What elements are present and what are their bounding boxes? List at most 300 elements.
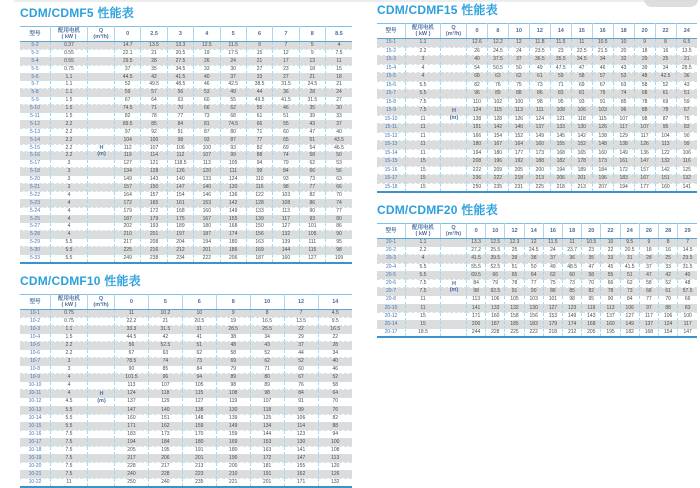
cell-head-value: 97 (639, 304, 658, 312)
cell-head-value: 223 (182, 470, 216, 478)
cell-head-value: 11.8 (529, 39, 550, 48)
section-cdmf20 (377, 203, 697, 338)
cell-head-value: 160 (486, 312, 505, 320)
cell-model: 20-6 (377, 279, 406, 287)
table-row (377, 158, 697, 167)
table-row (20, 454, 352, 462)
cell-head-value: 62 (620, 279, 639, 287)
cell-head-value: 152 (508, 132, 529, 141)
cell-head-value: 98 (273, 184, 299, 192)
cell-head-value: 117 (639, 312, 658, 320)
cell-head-value: 21 (148, 317, 182, 325)
cell-head-value: 96 (148, 374, 182, 382)
cell-model: 20-2 (377, 247, 406, 255)
col-header-flow-value: 6 (182, 294, 216, 309)
cell-head-value: 44.5 (115, 73, 141, 81)
cell-head-value: 145 (550, 132, 571, 141)
cell-head-value: 36 (676, 73, 697, 82)
cell-head-value: 66 (299, 168, 325, 176)
cell-head-value: 166 (467, 132, 488, 141)
cell-q-spacer (88, 454, 115, 462)
cell-head-value: 172 (613, 166, 634, 175)
cell-head-value: 171 (115, 422, 149, 430)
cell-head-value: 113 (115, 382, 149, 390)
table-row (20, 462, 352, 470)
cell-head-value: 139 (273, 239, 299, 247)
table-row (20, 136, 352, 144)
cell-q-spacer (88, 438, 115, 446)
cell-head-value: 21 (326, 81, 353, 89)
cell-head-value: 10.5 (582, 239, 601, 247)
cell-head-value: 82 (318, 414, 352, 422)
col-header-flow-q: Q (m³/h) (441, 224, 467, 239)
cell-head-value: 126 (634, 141, 655, 150)
cell-model: 15-18 (377, 183, 406, 192)
cell-q-spacer (88, 191, 115, 199)
cell-head-value: 86 (299, 199, 325, 207)
cell-q-spacer (88, 470, 115, 478)
cell-head-value: 68 (639, 288, 658, 296)
cell-model: 5-5 (20, 65, 51, 73)
cell-head-value: 105 (220, 160, 246, 168)
table-row (20, 446, 352, 454)
col-header-flow-value: 26 (639, 224, 658, 239)
cell-q-spacer (441, 175, 467, 184)
cell-head-value: 58 (318, 382, 352, 390)
cell-head-value: 96 (613, 107, 634, 116)
cell-head-value: 33 (659, 263, 678, 271)
cell-head-value: 64 (318, 390, 352, 398)
cell-q-spacer (88, 97, 115, 105)
cell-head-value: 149 (613, 149, 634, 158)
cell-head-value: 38 (216, 334, 250, 342)
cell-q-spacer (88, 382, 115, 390)
table-row (20, 176, 352, 184)
cell-head-value: 231 (508, 183, 529, 192)
cell-head-value: 56 (167, 89, 193, 97)
cell-head-value: 218 (508, 175, 529, 184)
cell-motor-kw: 7.5 (51, 454, 88, 462)
cell-head-value: 210 (115, 231, 141, 239)
cell-q-spacer (88, 350, 115, 358)
col-header-flow-value: 20 (582, 224, 601, 239)
table-row (20, 326, 352, 334)
cell-head-value: 79 (273, 160, 299, 168)
cell-head-value: 51 (505, 263, 524, 271)
cell-head-value: 67 (284, 374, 318, 382)
cell-head-value: 18 (639, 247, 658, 255)
cell-head-value: 228 (115, 462, 149, 470)
cell-head-value: 115 (592, 115, 613, 124)
cell-head-value: 42.5 (220, 81, 246, 89)
cell-head-value: 55.5 (467, 263, 486, 271)
cell-head-value: 73 (563, 279, 582, 287)
cell-head-value: 204 (167, 239, 193, 247)
cell-head-value: 50 (326, 152, 353, 160)
col-header-flow-value: 3 (167, 27, 193, 42)
cell-model: 10-7 (20, 358, 51, 366)
cell-head-value: 92 (141, 128, 167, 136)
cell-head-value: 136 (634, 149, 655, 158)
table-row (377, 81, 697, 90)
cell-head-value: 13.3 (467, 239, 486, 247)
col-header-flow-value: 0 (467, 24, 488, 39)
cell-head-value: 28.5 (216, 326, 250, 334)
cell-head-value: 164 (508, 141, 529, 150)
cell-head-value: 41.5 (620, 263, 639, 271)
table-row (377, 73, 697, 82)
cell-head-value: 66 (486, 271, 505, 279)
table-row (20, 239, 352, 247)
cell-head-value: 141 (676, 183, 697, 192)
cell-head-value: 180 (220, 239, 246, 247)
cell-head-value: 73 (620, 288, 639, 296)
cell-head-value: 71 (141, 105, 167, 113)
cell-model: 10-15 (20, 422, 51, 430)
cell-head-value: 28 (141, 57, 167, 65)
cell-head-value: 58 (571, 73, 592, 82)
cell-q-spacer (88, 390, 115, 398)
cell-head-value: 13.5 (284, 317, 318, 325)
cell-head-value: 70 (326, 191, 353, 199)
cell-head-value: 100 (141, 136, 167, 144)
cell-head-value: 162 (284, 470, 318, 478)
cell-head-value: 157 (115, 184, 141, 192)
section-cdmf15 (377, 3, 697, 193)
cell-head-value: 187 (115, 215, 141, 223)
cell-head-value: 213 (529, 175, 550, 184)
cell-head-value: 250 (115, 478, 149, 487)
cell-head-value: 41.5 (273, 97, 299, 105)
cell-head-value: 58 (299, 152, 325, 160)
col-header-flow-value: 28 (659, 224, 678, 239)
cell-head-value: 24.5 (487, 47, 508, 56)
table-row (20, 199, 352, 207)
cell-head-value: 217 (148, 462, 182, 470)
cell-head-value: 160 (601, 320, 620, 328)
cell-head-value: 127 (620, 312, 639, 320)
cell-head-value: 77 (326, 207, 353, 215)
cell-head-value: 152 (571, 141, 592, 150)
cell-head-value: 12.2 (487, 39, 508, 48)
cell-q-spacer (88, 414, 115, 422)
col-header-flow-value: 16 (543, 224, 562, 239)
cell-motor-kw: 4 (51, 191, 88, 199)
cell-head-value: 81 (194, 120, 220, 128)
table-row (20, 414, 352, 422)
cell-head-value: 213 (182, 462, 216, 470)
head-unit-label: H (m) (97, 391, 106, 404)
cell-motor-kw: 15 (406, 166, 441, 175)
cell-head-value: 77 (524, 279, 543, 287)
cell-head-value: 194 (613, 183, 634, 192)
cell-head-value: 179 (543, 320, 562, 328)
cell-head-value: 86 (529, 90, 550, 99)
cell-head-value: 149 (115, 176, 141, 184)
cell-head-value: 127 (182, 398, 216, 406)
cell-motor-kw: 3 (51, 366, 88, 374)
performance-table-cdmf15 (377, 23, 697, 193)
cell-head-value: 69.5 (467, 271, 486, 279)
cell-motor-kw: 1.5 (51, 105, 88, 113)
table-row (20, 81, 352, 89)
cell-head-value: 69 (571, 81, 592, 90)
cell-head-value: 105 (299, 231, 325, 239)
table-row (377, 288, 697, 296)
col-header-flow-value: 12 (505, 224, 524, 239)
cell-head-value: 37 (508, 56, 529, 65)
cell-head-value: 107 (148, 382, 182, 390)
cell-head-value: 117 (678, 320, 697, 328)
cell-q-spacer (88, 144, 115, 152)
cell-head-value: 100 (508, 98, 529, 107)
cell-head-value: 37 (284, 342, 318, 350)
cell-model: 20-7 (377, 288, 406, 296)
col-header-flow-value: 24 (676, 24, 697, 39)
cell-head-value: 65 (505, 271, 524, 279)
cell-head-value: 90 (326, 231, 353, 239)
cell-head-value: 127 (543, 304, 562, 312)
table-row (377, 255, 697, 263)
cell-model: 10-6 (20, 350, 51, 358)
table-row (20, 65, 352, 73)
cell-motor-kw: 4 (51, 207, 88, 215)
cell-head-value: 168 (550, 149, 571, 158)
cell-motor-kw: 4 (51, 382, 88, 390)
header-row (20, 294, 352, 309)
col-header-flow-value: 8 (299, 27, 325, 42)
cell-head-value: 159 (216, 430, 250, 438)
cell-head-value: 28 (318, 342, 352, 350)
cell-head-value: 151 (148, 414, 182, 422)
cell-model: 15-17 (377, 175, 406, 184)
cell-model: 10-16 (20, 430, 51, 438)
cell-head-value: 120 (318, 462, 352, 470)
cell-head-value: 165 (571, 149, 592, 158)
cell-head-value: 187 (246, 255, 272, 263)
col-header-flow-value: 8 (487, 24, 508, 39)
cell-head-value: 154 (659, 329, 678, 338)
cell-motor-kw: 0.55 (51, 57, 88, 65)
cell-q-spacer (88, 113, 115, 121)
cell-q-spacer (88, 168, 115, 176)
cell-head-value: 93 (220, 144, 246, 152)
table-row (377, 90, 697, 99)
col-header-motor: 配用电机 ( kW ) (406, 24, 441, 39)
cell-head-value: 191 (250, 470, 284, 478)
left-column (20, 6, 352, 488)
cell-head-value: 201 (194, 247, 220, 255)
cell-q-spacer (441, 56, 467, 65)
cell-model: 10-20 (20, 462, 51, 470)
table-row (20, 73, 352, 81)
cell-q-spacer (88, 57, 115, 65)
cell-head-value: 105 (182, 382, 216, 390)
cell-head-value: 62 (508, 73, 529, 82)
cell-head-value: 22.5 (571, 47, 592, 56)
cell-head-value: 158 (505, 312, 524, 320)
cell-head-value: 52 (250, 350, 284, 358)
cell-head-value: 9 (639, 239, 658, 247)
cell-head-value: 38.5 (246, 81, 272, 89)
cell-head-value: 46 (194, 81, 220, 89)
table-row (20, 350, 352, 358)
cell-head-value: 24 (543, 247, 562, 255)
cell-head-value: 193 (141, 223, 167, 231)
cell-model: 5-33 (20, 255, 51, 263)
cell-head-value: 31.5 (299, 97, 325, 105)
cell-head-value: 123 (563, 304, 582, 312)
cell-head-value: 108 (318, 446, 352, 454)
cell-head-value: 88 (659, 304, 678, 312)
table-row (20, 215, 352, 223)
cell-head-value: 149 (620, 320, 639, 328)
table-row (377, 141, 697, 150)
cell-q-spacer (88, 478, 115, 487)
cell-head-value: 6.5 (676, 39, 697, 48)
cell-head-value: 100 (678, 312, 697, 320)
section-cdmf10 (20, 274, 352, 488)
cell-head-value: 136 (220, 191, 246, 199)
cell-motor-kw: 1.5 (51, 113, 88, 121)
cell-head-value: 178 (571, 158, 592, 167)
cell-model: 5-27 (20, 223, 51, 231)
cell-head-value: 212 (167, 247, 193, 255)
cell-head-value: 169 (246, 247, 272, 255)
col-header-flow-value: 14 (550, 24, 571, 39)
cell-head-value: 37 (220, 73, 246, 81)
cell-head-value: 59 (115, 89, 141, 97)
cell-motor-kw: 15 (406, 175, 441, 184)
cell-head-value: 200 (467, 320, 486, 328)
cell-head-value: 132 (505, 304, 524, 312)
cell-head-value: 45 (601, 263, 620, 271)
cell-motor-kw: 4 (406, 73, 441, 82)
cell-head-value: 74.5 (220, 120, 246, 128)
cell-head-value: 222 (487, 175, 508, 184)
cell-head-value: 106 (659, 312, 678, 320)
cell-head-value: 47 (571, 64, 592, 73)
cell-head-value: 162 (148, 422, 182, 430)
cell-head-value: 107 (634, 124, 655, 133)
cell-q-spacer (88, 255, 115, 263)
cell-model: 5-6 (20, 73, 51, 81)
cell-head-value: 205 (582, 329, 601, 338)
cell-head-value: 74 (613, 90, 634, 99)
cell-model: 15-9 (377, 107, 406, 116)
cell-head-value: 222 (467, 166, 488, 175)
cell-head-value: 159 (182, 422, 216, 430)
table-row (377, 312, 697, 320)
cell-motor-kw: 5.5 (51, 239, 88, 247)
cell-head-value: 173 (148, 430, 182, 438)
cell-head-value: 171 (467, 312, 486, 320)
col-header-motor: 配用电机 ( kW ) (406, 224, 441, 239)
cell-head-value: 92.5 (486, 288, 505, 296)
cell-head-value: 250 (467, 183, 488, 192)
cell-q-spacer (441, 39, 467, 48)
cell-model: 10-14 (20, 414, 51, 422)
cell-motor-kw: 7.5 (406, 279, 441, 287)
cell-head-value: 62 (182, 350, 216, 358)
cell-head-value: 31.5 (273, 81, 299, 89)
table-row (20, 390, 352, 398)
cell-head-value: 23.7 (563, 247, 582, 255)
cell-motor-kw: 0.37 (51, 42, 88, 50)
cell-head-value: 134 (250, 422, 284, 430)
cell-head-value: 60 (284, 366, 318, 374)
cell-head-value: 79 (486, 279, 505, 287)
cell-head-value: 13.5 (141, 42, 167, 50)
cell-head-value: 11 (571, 39, 592, 48)
cell-q-spacer (441, 296, 467, 304)
cell-motor-kw: 4 (51, 215, 88, 223)
cell-head-value: 93 (299, 215, 325, 223)
cell-head-value: 160 (592, 149, 613, 158)
cell-head-value: 244 (467, 329, 486, 338)
cell-motor-kw: 15 (406, 312, 441, 320)
cell-head-value: 21 (299, 73, 325, 81)
header-row (377, 224, 697, 239)
cell-q-spacer (441, 320, 467, 328)
cell-head-value: 4.5 (318, 309, 352, 317)
cell-head-value: 160 (529, 141, 550, 150)
cell-head-value: 111 (299, 239, 325, 247)
col-header-flow-q: Q (m³/h) (88, 27, 115, 42)
cell-model: 10-2 (20, 317, 51, 325)
cell-head-value: 133 (550, 124, 571, 133)
cell-head-value: 147 (167, 184, 193, 192)
cell-head-value: 25.5 (486, 247, 505, 255)
cell-head-value: 27 (246, 65, 272, 73)
cell-head-value: 238 (141, 255, 167, 263)
cell-motor-kw: 11 (51, 478, 88, 487)
cell-head-value: 23.5 (529, 47, 550, 56)
cell-motor-kw: 1.1 (406, 239, 441, 247)
cell-head-value: 187 (486, 320, 505, 328)
cell-head-value: 113 (601, 304, 620, 312)
cell-head-value: 113 (194, 160, 220, 168)
cell-model: 10-8 (20, 366, 51, 374)
cell-head-value: 113 (467, 296, 486, 304)
cell-head-value: 132 (273, 231, 299, 239)
cell-head-value: 95 (582, 296, 601, 304)
cell-motor-kw: 4 (51, 223, 88, 231)
cell-head-value: 103 (592, 107, 613, 116)
cell-motor-kw: 4.5 (51, 398, 88, 406)
cell-head-value: 63 (167, 97, 193, 105)
cell-q-spacer (441, 115, 467, 124)
cell-head-value: 98 (563, 296, 582, 304)
cell-head-value: 115 (299, 247, 325, 255)
cell-head-value: 119 (582, 304, 601, 312)
cell-motor-kw: 4 (51, 374, 88, 382)
cell-head-value: 70 (582, 279, 601, 287)
cell-head-value: 163 (246, 239, 272, 247)
performance-table-cdmf20 (377, 223, 697, 338)
col-header-flow-value: 24 (620, 224, 639, 239)
cell-model: 10-19 (20, 454, 51, 462)
cell-head-value: 11 (326, 57, 353, 65)
cell-head-value: 82 (467, 81, 488, 90)
cell-head-value: 110 (246, 176, 272, 184)
cell-head-value: 100 (318, 438, 352, 446)
cell-head-value: 34 (592, 56, 613, 65)
cell-head-value: 91 (592, 98, 613, 107)
cell-head-value: 117 (634, 132, 655, 141)
cell-q-spacer (441, 271, 467, 279)
cell-model: 15-5 (377, 73, 406, 82)
